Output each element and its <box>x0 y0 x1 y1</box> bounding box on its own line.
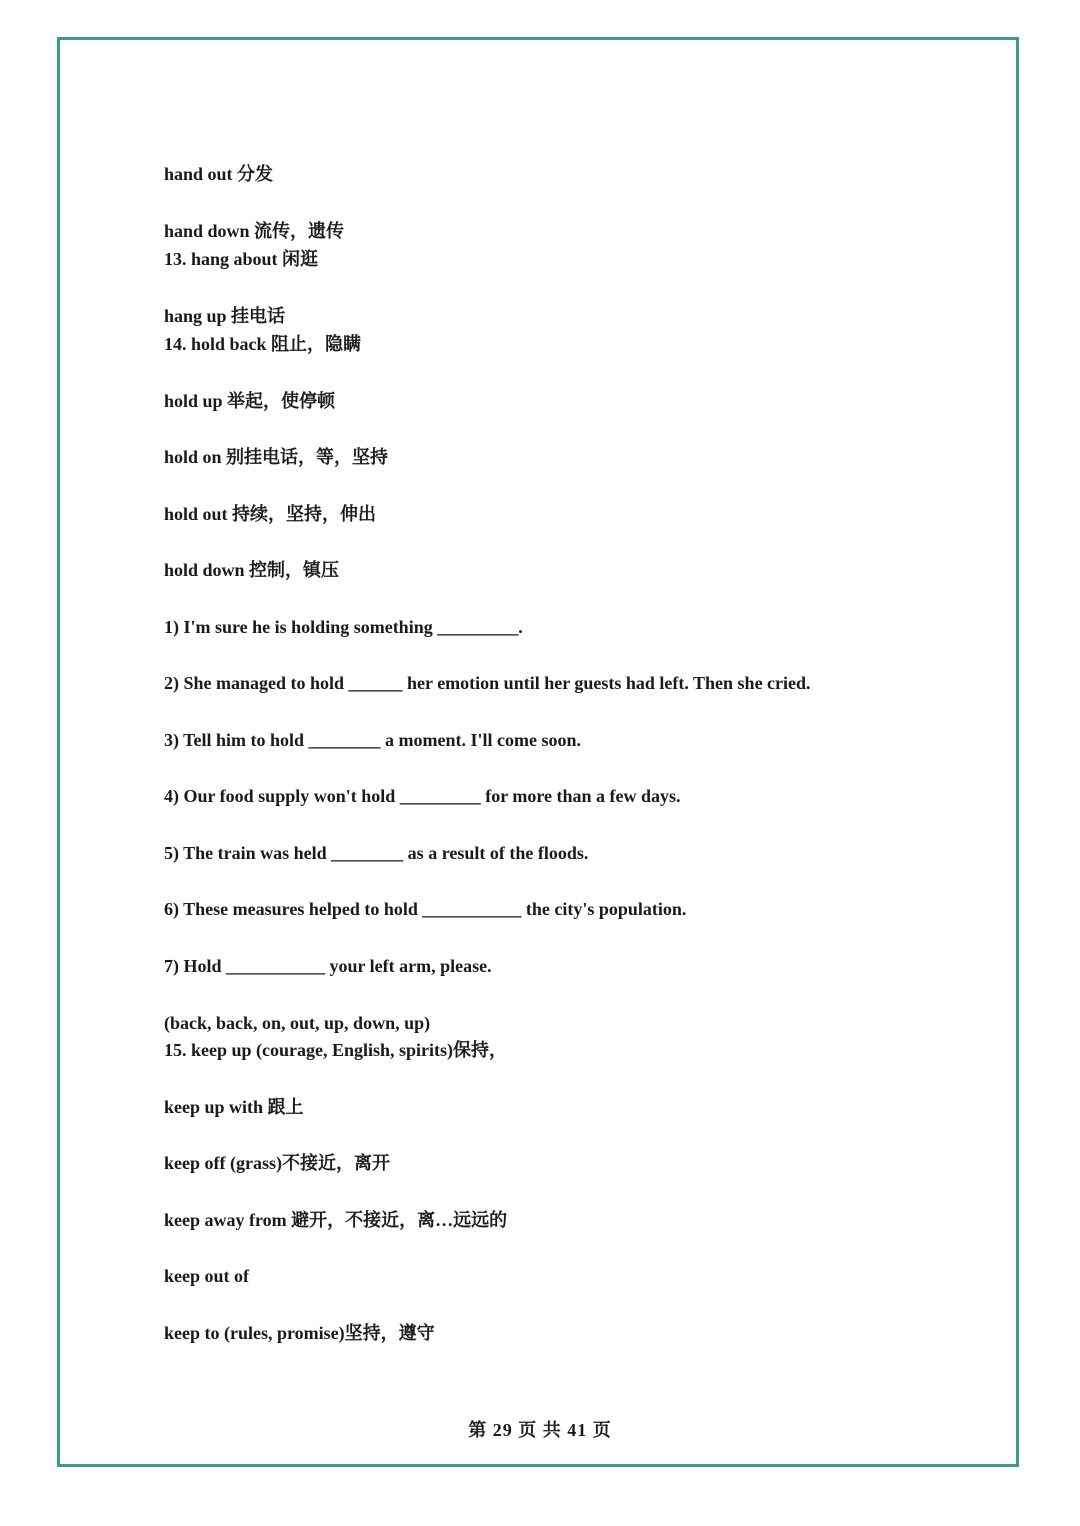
vocab-line: keep off (grass)不接近，离开 <box>164 1153 390 1173</box>
vocab-line: hand down 流传，遗传 <box>164 221 345 241</box>
vocab-line: hold down 控制，镇压 <box>164 560 340 580</box>
exercise-item: 4) Our food supply won't hold _________ for more than a few days. <box>164 786 681 806</box>
vocab-heading: 14. hold back 阻止，隐瞒 <box>164 334 362 354</box>
exercise-item: 2) She managed to hold ______ her emotion until her guests had left. Then she cried. <box>164 673 811 693</box>
vocab-line: hang up 挂电话 <box>164 306 286 326</box>
vocab-line: hold on 别挂电话，等，坚持 <box>164 447 389 467</box>
exercise-item: 6) These measures helped to hold ___________ the city's population. <box>164 899 687 919</box>
answer-key: (back, back, on, out, up, down, up) <box>164 1013 431 1033</box>
vocab-line: keep away from 避开，不接近，离…远远的 <box>164 1210 508 1230</box>
exercise-item: 1) I'm sure he is holding something _________. <box>164 617 523 637</box>
vocab-line: hand out 分发 <box>164 164 274 184</box>
exercise-item: 5) The train was held ________ as a result of the floods. <box>164 843 589 863</box>
vocab-line: hold up 举起，使停顿 <box>164 391 336 411</box>
exercise-item: 7) Hold ___________ your left arm, please. <box>164 956 492 976</box>
exercise-item: 3) Tell him to hold ________ a moment. I'll come soon. <box>164 730 582 750</box>
vocab-line: keep to (rules, promise)坚持，遵守 <box>164 1323 435 1343</box>
vocab-heading: 13. hang about 闲逛 <box>164 249 319 269</box>
vocab-line: keep up with 跟上 <box>164 1097 304 1117</box>
vocab-heading: 15. keep up (courage, English, spirits)保持， <box>164 1040 508 1060</box>
vocab-line: hold out 持续，坚持，伸出 <box>164 504 377 524</box>
vocab-line: keep out of <box>164 1266 249 1286</box>
page-number: 第 29 页 共 41 页 <box>468 1420 612 1440</box>
